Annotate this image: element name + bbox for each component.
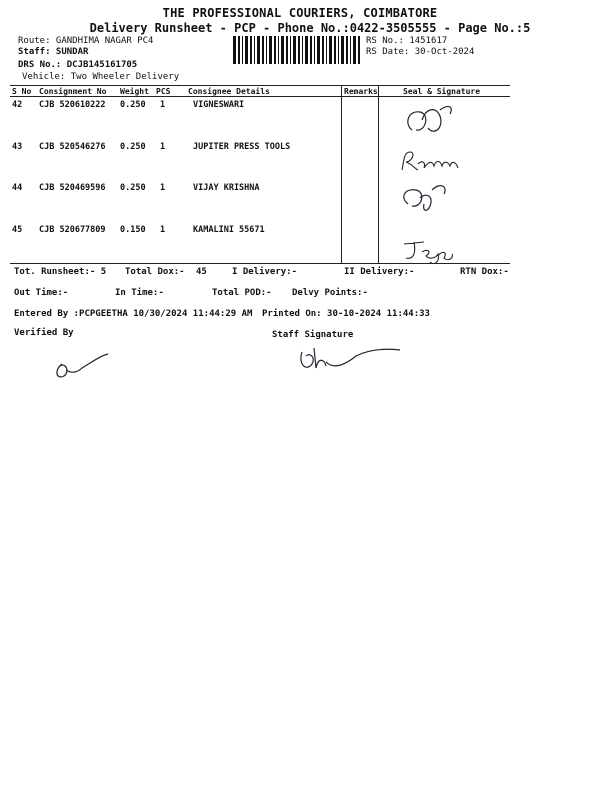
signature-row-45: [398, 236, 458, 269]
ii-delivery: II Delivery:-: [344, 267, 415, 277]
vehicle-label: Vehicle: Two Wheeler Delivery: [22, 72, 180, 82]
col-header-consignment: Consignment No: [39, 87, 107, 96]
row-sno: 42: [12, 100, 23, 110]
remarks-column-divider: [341, 85, 342, 263]
verified-by-signature: [52, 350, 112, 389]
staff-signature: [296, 340, 406, 383]
row-pcs: 1: [160, 100, 166, 110]
row-weight: 0.250: [120, 183, 146, 193]
col-header-weight: Weight: [120, 87, 149, 96]
total-dox-label: Total Dox:-: [125, 267, 185, 277]
verified-by-label: Verified By: [14, 328, 74, 338]
entered-by: Entered By :PCPGEETHA 10/30/2024 11:44:29 AM: [14, 309, 253, 319]
rs-number: RS No.: 1451617: [366, 36, 448, 46]
col-header-seal: Seal & Signature: [403, 87, 481, 96]
row-sno: 44: [12, 183, 23, 193]
row-consignee: VIJAY KRISHNA: [193, 183, 260, 193]
runsheet-subtitle: Delivery Runsheet - PCP - Phone No.:0422-3505555 - Page No.:5: [89, 21, 531, 35]
table-top-border: [10, 85, 510, 86]
row-weight: 0.150: [120, 225, 146, 235]
printed-on: Printed On: 30-10-2024 11:44:33: [262, 309, 430, 319]
row-sno: 43: [12, 142, 23, 152]
row-consignment: CJB 520469596: [39, 183, 106, 193]
total-dox-value: 45: [196, 267, 207, 277]
row-sno: 45: [12, 225, 23, 235]
row-pcs: 1: [160, 225, 166, 235]
staff-label: Staff: SUNDAR: [18, 47, 89, 57]
row-consignment: CJB 520546276: [39, 142, 106, 152]
i-delivery: I Delivery:-: [232, 267, 298, 277]
in-time: In Time:-: [115, 288, 164, 298]
row-consignment: CJB 520677809: [39, 225, 106, 235]
row-pcs: 1: [160, 183, 166, 193]
col-header-consignee: Consignee Details: [188, 87, 270, 96]
delvy-points: Delvy Points:-: [292, 288, 368, 298]
row-consignee: VIGNESWARI: [193, 100, 245, 110]
seal-column-divider: [378, 85, 379, 263]
rs-date: RS Date: 30-Oct-2024: [366, 47, 475, 57]
signature-row-43: [398, 146, 468, 179]
route-label: Route: GANDHIMA NAGAR PC4: [18, 36, 154, 46]
staff-signature-label: Staff Signature: [272, 330, 354, 340]
signature-row-42: [400, 100, 460, 143]
row-consignee: JUPITER PRESS TOOLS: [193, 142, 291, 152]
row-consignment: CJB 520610222: [39, 100, 106, 110]
drs-number: DRS No.: DCJB145161705: [18, 60, 138, 70]
row-pcs: 1: [160, 142, 166, 152]
total-pod: Total POD:-: [212, 288, 272, 298]
signature-row-44: [398, 178, 458, 221]
col-header-remarks: Remarks: [344, 87, 378, 96]
row-weight: 0.250: [120, 100, 146, 110]
col-header-pcs: PCS: [156, 87, 171, 96]
company-title: THE PROFESSIONAL COURIERS, COIMBATORE: [162, 6, 438, 20]
row-consignee: KAMALINI 55671: [193, 225, 265, 235]
out-time: Out Time:-: [14, 288, 69, 298]
barcode: [233, 36, 361, 64]
table-header-border: [10, 96, 510, 97]
col-header-sno: S No: [12, 87, 32, 96]
row-weight: 0.250: [120, 142, 146, 152]
rtn-dox: RTN Dox:-: [460, 267, 509, 277]
tot-runsheet: Tot. Runsheet:- 5: [14, 267, 107, 277]
